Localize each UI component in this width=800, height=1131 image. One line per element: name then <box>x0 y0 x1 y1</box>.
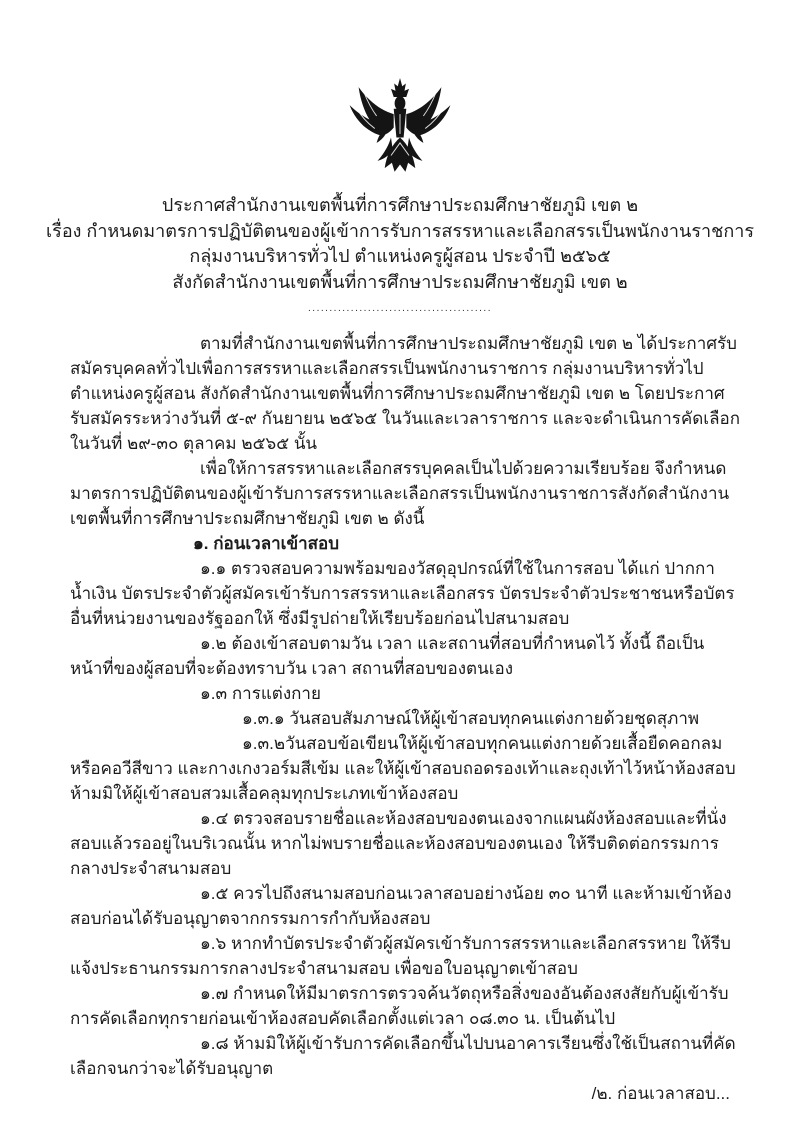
title-line-affiliation: สังกัดสำนักงานเขตพื้นที่การศึกษาประถมศึกษาชัยภูมิ เขต ๒ <box>172 271 628 292</box>
intro-paragraph-1: ตามที่สำนักงานเขตพื้นที่การศึกษาประถมศึกษาชัยภูมิ เขต ๒ ได้ประกาศรับสมัครบุคคลทั่วไปเพื่อการสรรหาและเลือกสรรเป็นพนักงานราชการ กลุ่มงานบริหารทั่วไป ตำแหน่งครูผู้สอน สังกัดสำนักงานเขตพื้นที่การศึกษาประถมศึกษาชัยภูมิ เขต ๒ โดยประกาศรับสมัครระหว่างวันที่ ๕-๙ กันยายน ๒๕๖๕ ในวันและเวลาราชการ และจะดำเนินการคัดเลือกในวันที่ ๒๙-๓๐ ตุลาคม ๒๕๖๕ นั้น <box>70 334 741 453</box>
section-1-item-1-3: ๑.๓ การแต่งกาย <box>200 684 321 703</box>
section-1-item-1-5: ๑.๕ ควรไปถึงสนามสอบก่อนเวลาสอบอย่างน้อย ๓๐ นาที และห้ามเข้าห้องสอบก่อนได้รับอนุญาตจากกรรมการกำกับห้องสอบ <box>70 884 732 928</box>
dotted-separator: ........................................... <box>308 303 492 314</box>
section-1-heading: ๑. ก่อนเวลาเข้าสอบ <box>193 534 340 553</box>
document-body <box>70 331 742 1106</box>
intro-paragraph-2: เพื่อให้การสรรหาและเลือกสรรบุคคลเป็นไปด้วยความเรียบร้อย จึงกำหนดมาตรการปฏิบัติตนของผู้เข้ารับการสรรหาและเลือกสรรเป็นพนักงานราชการสังกัดสำนักงานเขตพื้นที่การศึกษาประถมศึกษาชัยภูมิ เขต ๒ ดังนี้ <box>70 459 730 528</box>
section-1-item-1-1: ๑.๑ ตรวจสอบความพร้อมของวัสดุอุปกรณ์ที่ใช้ในการสอบ ได้แก่ ปากกาน้ำเงิน บัตรประจำตัวผู้สมัครเข้ารับการสรรหาและเลือกสรร บัตรประจำตัวประชาชนหรือบัตรอื่นที่หน่วยงานของรัฐออกให้ ซึ่งมีรูปถ่ายให้เรียบร้อยก่อนไปสนามสอบ <box>70 559 735 628</box>
section-1-item-1-4: ๑.๔ ตรวจสอบรายชื่อและห้องสอบของตนเองจากแผนผังห้องสอบและที่นั่งสอบแล้วรออยู่ในบริเวณนั้น หากไม่พบรายชื่อและห้องสอบของตนเอง ให้รีบติดต่อกรรมการกลางประจำสนามสอบ <box>70 809 727 878</box>
section-1-item-1-3-1: ๑.๓.๑ วันสอบสัมภาษณ์ให้ผู้เข้าสอบทุกคนแต่งกายด้วยชุดสุภาพ <box>242 709 700 728</box>
section-1-item-1-7: ๑.๗ กำหนดให้มีมาตรการตรวจค้นวัตถุหรือสิ่งของอันต้องสงสัยกับผู้เข้ารับการคัดเลือกทุกรายก่อนเข้าห้องสอบคัดเลือกตั้งแต่เวลา ๐๘.๓๐ น. เป็นต้นไป <box>70 984 729 1028</box>
title-line-issuer: ประกาศสำนักงานเขตพื้นที่การศึกษาประถมศึกษาชัยภูมิ เขต ๒ <box>161 195 639 215</box>
section-1-item-1-8: ๑.๘ ห้ามมิให้ผู้เข้ารับการคัดเลือกขึ้นไปบนอาคารเรียนซึ่งใช้เป็นสถานที่คัดเลือกจนกว่าจะได้รับอนุญาต <box>70 1034 736 1078</box>
garuda-emblem-icon <box>337 78 463 188</box>
section-1-item-1-2: ๑.๒ ต้องเข้าสอบตามวัน เวลา และสถานที่สอบที่กำหนดไว้ ทั้งนี้ ถือเป็นหน้าที่ของผู้สอบที่จะต้องทราบวัน เวลา สถานที่สอบของตนเอง <box>70 634 705 678</box>
title-line-subject: เรื่อง กำหนดมาตรการปฏิบัติตนของผู้เข้าการรับการสรรหาและเลือกสรรเป็นพนักงานราชการ <box>46 220 754 241</box>
section-1-item-1-3-2: ๑.๓.๒วันสอบข้อเขียนให้ผู้เข้าสอบทุกคนแต่งกายด้วยเสื้อยืดคอกลมหรือคอวีสีขาว และกางเกงวอร์มสีเข้ม และให้ผู้เข้าสอบถอดรองเท้าและถุงเท้าไว้หน้าห้องสอบ ห้ามมิให้ผู้เข้าสอบสวมเสื้อคลุมทุกประเภทเข้าห้องสอบ <box>70 734 736 803</box>
next-page-note: /๒. ก่อนเวลาสอบ... <box>591 1084 730 1103</box>
title-line-position: กลุ่มงานบริหารทั่วไป ตำแหน่งครูผู้สอน ประจำปี ๒๕๖๕ <box>189 246 611 266</box>
section-1-item-1-6: ๑.๖ หากทำบัตรประจำตัวผู้สมัครเข้ารับการสรรหาและเลือกสรรหาย ให้รีบแจ้งประธานกรรมการกลางประจำสนามสอบ เพื่อขอใบอนุญาตเข้าสอบ <box>70 934 731 978</box>
emblem-container <box>0 0 800 188</box>
document-title-block <box>0 193 800 295</box>
